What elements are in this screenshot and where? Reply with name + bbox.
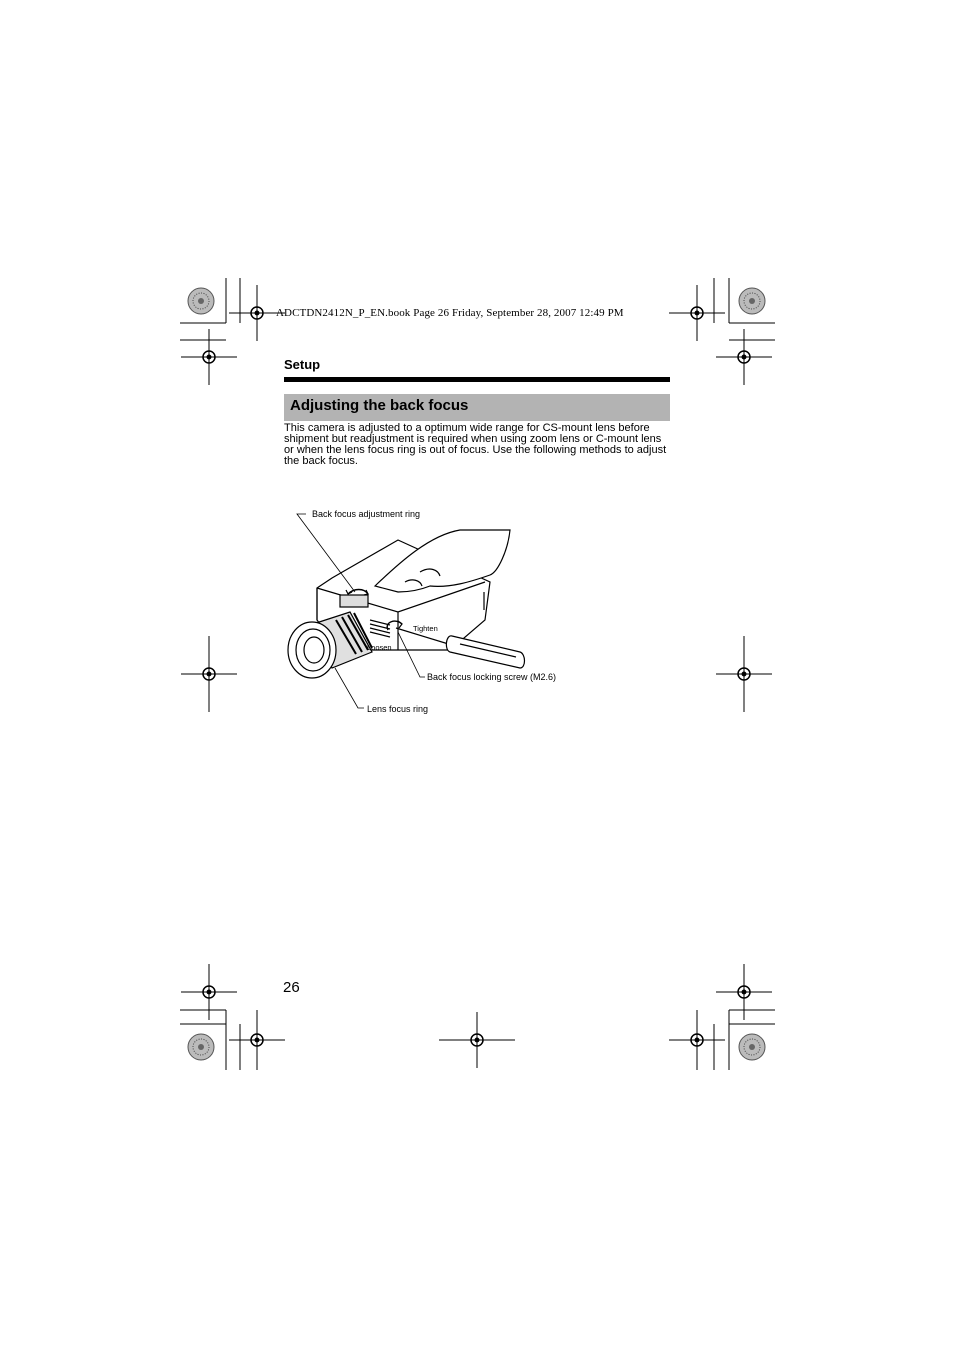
title-band [284, 394, 670, 421]
registration-mark-icon [181, 964, 237, 1020]
label-back-focus-ring: Back focus adjustment ring [312, 509, 421, 519]
label-loosen: Loosen [367, 643, 392, 652]
registration-mark-icon [716, 964, 772, 1020]
registration-mark-icon [716, 329, 772, 385]
section-label: Setup [284, 357, 321, 372]
label-tighten: Tighten [413, 624, 438, 633]
print-header: ADCTDN2412N_P_EN.book Page 26 Friday, September 28, 2007 12:49 PM [276, 307, 624, 319]
registration-mark-icon [181, 329, 237, 385]
color-bar-icon [188, 1034, 214, 1060]
label-locking-screw: Back focus locking screw (M2.6) [427, 672, 557, 682]
body-paragraph: This camera is adjusted to a optimum wide range for CS-mount lens before shipment but readjustment is required when using zoom lens or C-mount lens or when the lens focus ring is out of focus. Use the following methods to adjust the back focus. [284, 422, 667, 467]
color-bar-icon [188, 288, 214, 314]
registration-mark-icon [669, 285, 725, 341]
page-title: Adjusting the back focus [290, 397, 469, 414]
page-number: 26 [283, 979, 300, 996]
lens-icon [288, 612, 372, 678]
color-bar-icon [739, 288, 765, 314]
camera-back-focus-figure [280, 500, 580, 720]
section-rule [284, 377, 670, 382]
label-lens-focus-ring: Lens focus ring [367, 704, 429, 714]
color-bar-icon [739, 1034, 765, 1060]
